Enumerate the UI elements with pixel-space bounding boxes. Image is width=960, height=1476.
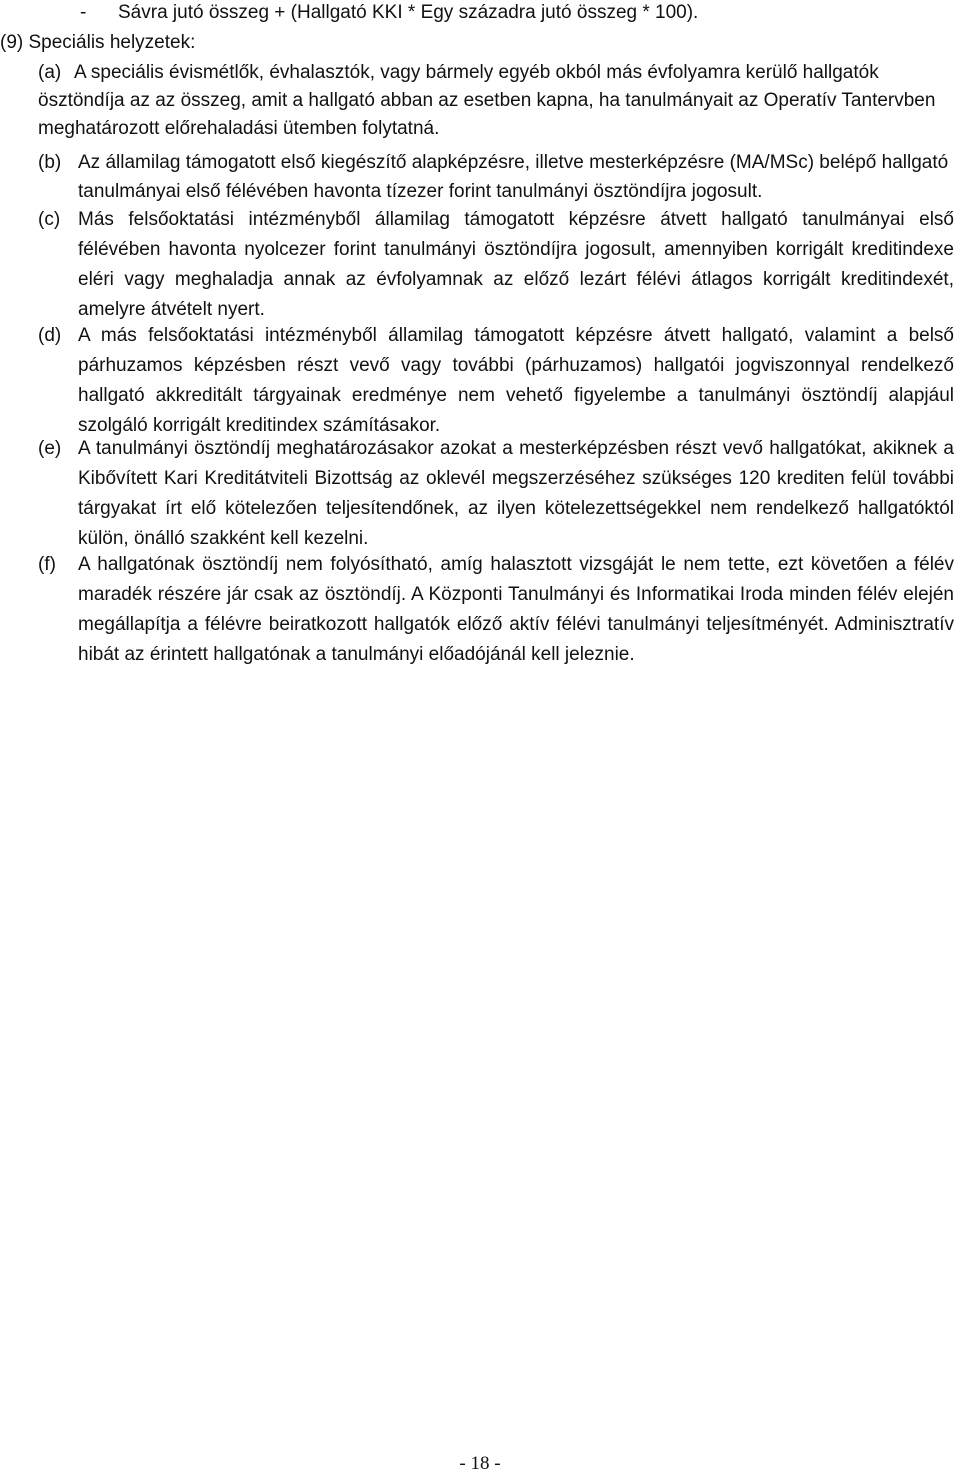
list-item-f [38, 550, 956, 702]
section-heading: (9) Speciális helyzetek: [0, 32, 196, 53]
bullet-text: Sávra jutó összeg + (Hallgató KKI * Egy századra jutó összeg * 100). [118, 2, 699, 23]
item-label: (c) [38, 209, 61, 230]
list-item-a [38, 59, 956, 145]
item-label: (e) [38, 438, 62, 459]
list-item-e [38, 434, 956, 556]
item-text: A más felsőoktatási intézményből államilag támogatott képzésre átvett hallgató, valamint a belső párhuzamos képzésben részt vevő vagy további (párhuzamos) hallgatói jogviszonnyal rendelkező hallgató akkreditált tárgyainak eredménye nem vehető figyelembe a tanulmányi ösztöndíj alapjául szolgáló korrigált kreditindex számításakor. [78, 325, 954, 436]
list-item-c [38, 205, 956, 327]
item-text: A hallgatónak ösztöndíj nem folyósítható, amíg halasztott vizsgáját le nem tette, ezt követően a félév maradék részére jár csak az ösztöndíj. A Központi Tanulmányi és Informatikai Iroda minden félév elején megállapítja a félévre beiratkozott hallgatók előző aktív félévi tanulmányi teljesítményét. Adminisztratív hibát az érintett hallgatónak a tanulmányi előadójánál kell jeleznie. [78, 554, 954, 665]
item-label: (b) [38, 152, 62, 173]
page-number: - 18 - [459, 1453, 501, 1474]
bullet-line [0, 0, 960, 26]
list-item-b [38, 148, 956, 208]
item-text: A speciális évismétlők, évhalasztók, vagy bármely egyéb okból más évfolyamra kerülő hallgatók ösztöndíja az az összeg, amit a hallgató abban az esetben kapna, ha tanulmányait az Operatív Tantervben meghatározott előrehaladási ütemben folytatná. [38, 62, 936, 139]
list-item-d [38, 321, 956, 443]
bullet-dash: - [80, 2, 87, 23]
item-text: Más felsőoktatási intézményből államilag támogatott képzésre átvett hallgató tanulmányai első félévében havonta nyolcezer forint tanulmányi ösztöndíjra jogosult, amennyiben korrigált kreditindexe eléri vagy meghaladja annak az évfolyamnak az előző lezárt félévi átlagos korrigált kreditindexét, amelyre átvételt nyert. [78, 209, 954, 320]
item-label: (d) [38, 325, 62, 346]
item-text: Az államilag támogatott első kiegészítő alapképzésre, illetve mesterképzésre (MA/MSc) belépő hallgató tanulmányai első félévében havonta tízezer forint tanulmányi ösztöndíjra jogosult. [78, 152, 949, 202]
item-label: (a) [38, 62, 62, 83]
item-label: (f) [38, 554, 56, 575]
item-text: A tanulmányi ösztöndíj meghatározásakor azokat a mesterképzésben részt vevő hallgatókat, akiknek a Kibővített Kari Kreditátviteli Bizottság az oklevél megszerzéséhez szükséges 120 krediten felül további tárgyakat írt elő kötelezően teljesítendőnek, az ilyen kötelezettségekkel nem rendelkező hallgatóktól külön, önálló szakként kell kezelni. [78, 438, 954, 549]
